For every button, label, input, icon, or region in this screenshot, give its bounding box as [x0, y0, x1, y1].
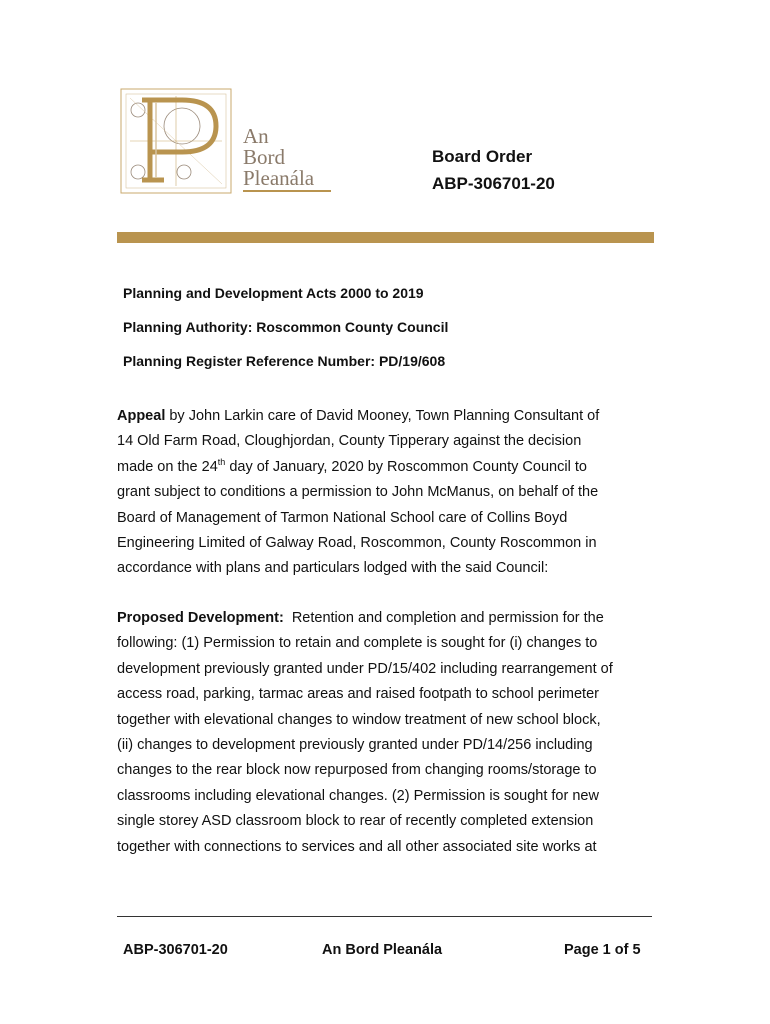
proposed-text-2: following: (1) Permission to retain and complete is sought for (i) changes to: [117, 635, 598, 652]
appeal-label: Appeal: [117, 408, 166, 424]
proposed-label: Proposed Development:: [117, 610, 284, 626]
appeal-text-3a: made on the 24: [117, 458, 218, 475]
proposed-text-6: (ii) changes to development previously granted under PD/14/256 including: [117, 736, 593, 753]
logo-line-2: Bord: [243, 145, 285, 169]
planning-meta: [123, 285, 448, 387]
board-order-title: Board Order: [432, 147, 533, 166]
an-bord-pleanala-logo: [120, 88, 335, 198]
register-reference-line: Planning Register Reference Number: PD/19/608: [123, 353, 446, 369]
proposed-text-9: single storey ASD classroom block to rear of recently completed extension: [117, 813, 594, 830]
appeal-paragraph: [117, 404, 657, 582]
proposed-development-paragraph: [117, 606, 657, 860]
proposed-text-7: changes to the rear block now repurposed from changing rooms/storage to: [117, 762, 597, 779]
proposed-text-3: development previously granted under PD/15/402 including rearrangement of: [117, 660, 613, 677]
footer-page-number: Page 1 of 5: [564, 942, 641, 958]
proposed-text-1: Retention and completion and permission for the: [283, 610, 604, 626]
appeal-text-5: Board of Management of Tarmon National School care of Collins Boyd: [117, 509, 568, 526]
logo-underline: [243, 190, 331, 192]
appeal-text-7: accordance with plans and particulars lodged with the said Council:: [117, 560, 549, 577]
footer-reference: ABP-306701-20: [123, 942, 228, 958]
logo-wordmark: [243, 126, 314, 189]
header-divider-bar: [117, 232, 654, 243]
footer-rule: [117, 916, 652, 917]
footer-organisation: An Bord Pleanála: [322, 942, 443, 958]
appeal-text-6: Engineering Limited of Galway Road, Roscommon, County Roscommon in: [117, 534, 597, 551]
proposed-text-5: together with elevational changes to window treatment of new school block,: [117, 711, 601, 728]
board-order-header: [432, 143, 555, 197]
proposed-text-8: classrooms including elevational changes. (2) Permission is sought for new: [117, 787, 599, 804]
logo-line-1: An: [243, 124, 269, 148]
appeal-ordinal: th: [217, 456, 226, 467]
appeal-text-1: by John Larkin care of David Mooney, Town Planning Consultant of: [165, 408, 600, 424]
planning-authority-line: Planning Authority: Roscommon County Council: [123, 319, 449, 335]
acts-line: Planning and Development Acts 2000 to 2019: [123, 285, 424, 301]
appeal-text-3b: day of January, 2020 by Roscommon County Council to: [225, 458, 587, 475]
logo-monogram-icon: [120, 88, 232, 194]
board-order-reference: ABP-306701-20: [432, 174, 555, 193]
proposed-text-10: together with connections to services and all other associated site works at: [117, 838, 597, 855]
appeal-text-4: grant subject to conditions a permission to John McManus, on behalf of the: [117, 484, 599, 501]
appeal-text-2: 14 Old Farm Road, Cloughjordan, County Tipperary against the decision: [117, 433, 582, 450]
proposed-text-4: access road, parking, tarmac areas and raised footpath to school perimeter: [117, 686, 599, 703]
logo-line-3: Pleanála: [243, 166, 315, 190]
